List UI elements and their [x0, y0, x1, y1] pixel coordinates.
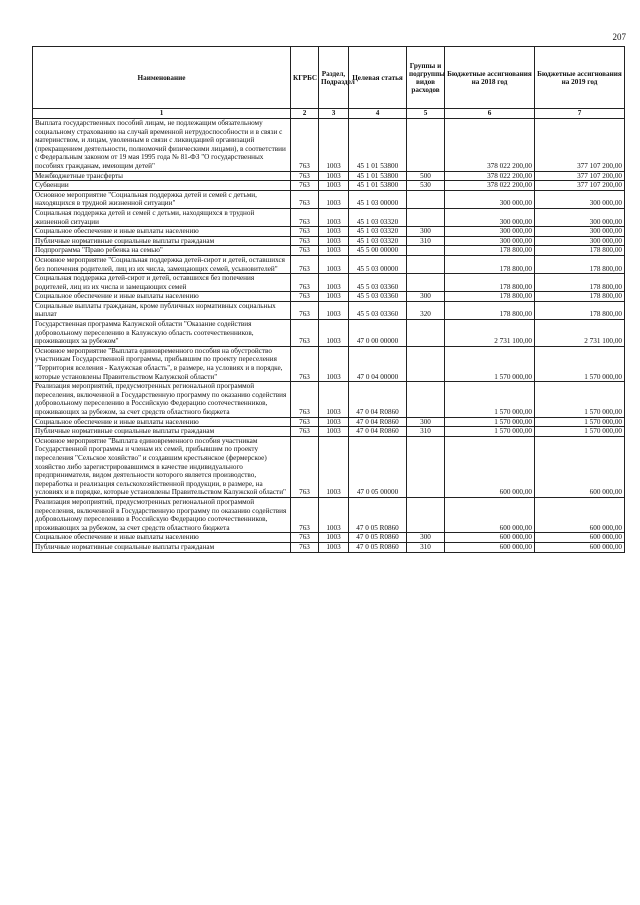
row-ktrbs: 763	[291, 171, 319, 181]
row-section: 1003	[319, 542, 349, 552]
row-target: 45 1 03 03320	[349, 208, 407, 226]
row-name: Социальная поддержка детей и семей с детьми, находящихся в трудной жизненной ситуации	[33, 208, 291, 226]
row-amount-2019: 2 731 100,00	[535, 320, 625, 347]
row-ktrbs: 763	[291, 292, 319, 302]
row-ktrbs: 763	[291, 542, 319, 552]
row-section: 1003	[319, 171, 349, 181]
row-section: 1003	[319, 427, 349, 437]
row-name: Социальное обеспечение и иные выплаты населению	[33, 533, 291, 543]
row-target: 47 0 00 00000	[349, 320, 407, 347]
header-target: Целевая статья	[349, 47, 407, 109]
row-group	[407, 436, 445, 497]
row-name: Реализация мероприятий, предусмотренных региональной программой переселения, включенной в Государственную программу по оказанию содействия добровольному переселению в Российскую Федерацию соотечественников, проживающих за рубежом, за счет средств областного бюджета	[33, 382, 291, 417]
row-amount-2018: 600 000,00	[445, 533, 535, 543]
row-amount-2019: 300 000,00	[535, 236, 625, 246]
row-section: 1003	[319, 255, 349, 273]
row-target: 45 1 01 53800	[349, 119, 407, 172]
row-amount-2019: 178 800,00	[535, 246, 625, 256]
row-ktrbs: 763	[291, 227, 319, 237]
row-ktrbs: 763	[291, 346, 319, 381]
row-section: 1003	[319, 417, 349, 427]
row-group	[407, 119, 445, 172]
table-row	[33, 417, 625, 427]
table-row	[33, 346, 625, 381]
row-amount-2018: 178 800,00	[445, 274, 535, 292]
row-section: 1003	[319, 497, 349, 532]
row-section: 1003	[319, 227, 349, 237]
row-section: 1003	[319, 436, 349, 497]
row-name: Социальные выплаты гражданам, кроме публичных нормативных социальных выплат	[33, 301, 291, 319]
column-number-row	[33, 109, 625, 119]
row-ktrbs: 763	[291, 382, 319, 417]
row-group: 320	[407, 301, 445, 319]
row-name: Социальное обеспечение и иные выплаты населению	[33, 417, 291, 427]
row-target: 45 1 03 03320	[349, 236, 407, 246]
row-name: Основное мероприятие "Выплата единовременного пособия участникам Государственной программы и членам их семей, прибывшим по проекту переселения "Сельское хозяйство" и создавшим крестьянское (фермерское) хозяйство либо зарегистрировавшимся в качестве индивидуального предпринимателя, видом деятельности которого является производство, переработка и реализация сельскохозяйственной продукции, в размере, на условиях и в порядке, которые установлены Правительством Калужской области"	[33, 436, 291, 497]
row-section: 1003	[319, 533, 349, 543]
row-amount-2019: 178 800,00	[535, 301, 625, 319]
table-row	[33, 382, 625, 417]
row-target: 47 0 05 00000	[349, 436, 407, 497]
row-amount-2018: 1 570 000,00	[445, 417, 535, 427]
row-name: Основное мероприятие "Социальная поддержка детей-сирот и детей, оставшихся без попечения родителей, лиц из их числа, замещающих семей, усыновителей"	[33, 255, 291, 273]
row-amount-2019: 178 800,00	[535, 292, 625, 302]
row-section: 1003	[319, 208, 349, 226]
row-name: Социальное обеспечение и иные выплаты населению	[33, 292, 291, 302]
row-name: Межбюджетные трансферты	[33, 171, 291, 181]
table-row	[33, 427, 625, 437]
row-group	[407, 208, 445, 226]
row-amount-2018: 600 000,00	[445, 436, 535, 497]
row-ktrbs: 763	[291, 246, 319, 256]
page-number: 207	[612, 32, 626, 42]
row-amount-2018: 1 570 000,00	[445, 427, 535, 437]
row-section: 1003	[319, 190, 349, 208]
table-row	[33, 255, 625, 273]
row-group: 530	[407, 181, 445, 191]
table-row	[33, 119, 625, 172]
table-row	[33, 292, 625, 302]
col-number: 1	[33, 109, 291, 119]
header-ktrbs: КГРБС	[291, 47, 319, 109]
row-amount-2019: 178 800,00	[535, 255, 625, 273]
table-row	[33, 227, 625, 237]
row-group	[407, 255, 445, 273]
row-group: 300	[407, 292, 445, 302]
table-row	[33, 208, 625, 226]
row-group	[407, 497, 445, 532]
row-amount-2018: 178 800,00	[445, 292, 535, 302]
row-group	[407, 246, 445, 256]
row-ktrbs: 763	[291, 236, 319, 246]
row-ktrbs: 763	[291, 417, 319, 427]
row-section: 1003	[319, 382, 349, 417]
row-amount-2019: 600 000,00	[535, 542, 625, 552]
row-name: Публичные нормативные социальные выплаты гражданам	[33, 542, 291, 552]
row-section: 1003	[319, 181, 349, 191]
row-group: 300	[407, 227, 445, 237]
row-ktrbs: 763	[291, 320, 319, 347]
row-section: 1003	[319, 320, 349, 347]
row-group: 300	[407, 533, 445, 543]
row-ktrbs: 763	[291, 255, 319, 273]
col-number: 2	[291, 109, 319, 119]
row-amount-2018: 300 000,00	[445, 190, 535, 208]
row-section: 1003	[319, 292, 349, 302]
row-name: Публичные нормативные социальные выплаты гражданам	[33, 236, 291, 246]
row-group	[407, 190, 445, 208]
row-amount-2018: 2 731 100,00	[445, 320, 535, 347]
row-amount-2019: 300 000,00	[535, 190, 625, 208]
row-group	[407, 320, 445, 347]
row-ktrbs: 763	[291, 119, 319, 172]
row-target: 47 0 04 R0860	[349, 417, 407, 427]
table-row	[33, 301, 625, 319]
table-row	[33, 171, 625, 181]
row-name: Выплата государственных пособий лицам, не подлежащим обязательному социальному страхованию на случай временной нетрудоспособности и в связи с материнством, и лицам, уволенным в связи с ликвидацией организаций (прекращением деятельности, полномочий физическими лицами), в соответствии с Федеральным законом от 19 мая 1995 года № 81-ФЗ "О государственных пособиях гражданам, имеющим детей"	[33, 119, 291, 172]
row-section: 1003	[319, 301, 349, 319]
budget-table	[32, 46, 625, 553]
row-amount-2018: 1 570 000,00	[445, 382, 535, 417]
row-group: 300	[407, 417, 445, 427]
row-section: 1003	[319, 246, 349, 256]
row-name: Основное мероприятие "Социальная поддержка детей и семей с детьми, находящихся в трудной жизненной ситуации"	[33, 190, 291, 208]
row-amount-2018: 178 800,00	[445, 255, 535, 273]
row-amount-2019: 600 000,00	[535, 436, 625, 497]
row-name: Государственная программа Калужской области "Оказание содействия добровольному переселению в Калужскую область соотечественников, проживающих за рубежом"	[33, 320, 291, 347]
row-ktrbs: 763	[291, 181, 319, 191]
row-group: 500	[407, 171, 445, 181]
row-amount-2018: 1 570 000,00	[445, 346, 535, 381]
row-section: 1003	[319, 236, 349, 246]
row-ktrbs: 763	[291, 436, 319, 497]
row-ktrbs: 763	[291, 190, 319, 208]
header-group: Группы и подгруппы видов расходов	[407, 47, 445, 109]
row-amount-2019: 600 000,00	[535, 533, 625, 543]
row-target: 47 0 04 00000	[349, 346, 407, 381]
table-row	[33, 320, 625, 347]
row-amount-2018: 378 022 200,00	[445, 119, 535, 172]
row-group	[407, 382, 445, 417]
row-target: 45 5 00 00000	[349, 246, 407, 256]
row-ktrbs: 763	[291, 497, 319, 532]
row-target: 45 1 01 53800	[349, 171, 407, 181]
table-row	[33, 181, 625, 191]
row-amount-2019: 377 107 200,00	[535, 171, 625, 181]
row-amount-2019: 300 000,00	[535, 227, 625, 237]
header-section: Раздел, Подраздел	[319, 47, 349, 109]
row-section: 1003	[319, 119, 349, 172]
row-target: 47 0 05 R0860	[349, 533, 407, 543]
row-amount-2019: 377 107 200,00	[535, 119, 625, 172]
header-2018: Бюджетные ассигнования на 2018 год	[445, 47, 535, 109]
row-amount-2018: 300 000,00	[445, 208, 535, 226]
table-row	[33, 236, 625, 246]
table-body	[33, 119, 625, 553]
row-name: Подпрограмма "Право ребенка на семью"	[33, 246, 291, 256]
row-ktrbs: 763	[291, 427, 319, 437]
row-amount-2019: 600 000,00	[535, 497, 625, 532]
row-amount-2019: 1 570 000,00	[535, 417, 625, 427]
header-2019: Бюджетные ассигнования на 2019 год	[535, 47, 625, 109]
row-name: Социальная поддержка детей-сирот и детей, оставшихся без попечения родителей, лиц из их числа и замещающих семей	[33, 274, 291, 292]
row-amount-2019: 1 570 000,00	[535, 346, 625, 381]
row-amount-2018: 378 022 200,00	[445, 171, 535, 181]
col-number: 6	[445, 109, 535, 119]
row-target: 45 5 03 03360	[349, 292, 407, 302]
row-amount-2018: 300 000,00	[445, 227, 535, 237]
row-amount-2019: 1 570 000,00	[535, 382, 625, 417]
table-row	[33, 497, 625, 532]
row-target: 47 0 05 R0860	[349, 542, 407, 552]
row-amount-2018: 600 000,00	[445, 542, 535, 552]
row-amount-2019: 178 800,00	[535, 274, 625, 292]
row-target: 45 1 03 00000	[349, 190, 407, 208]
table-row	[33, 542, 625, 552]
header-name: Наименование	[33, 47, 291, 109]
row-amount-2019: 1 570 000,00	[535, 427, 625, 437]
row-ktrbs: 763	[291, 208, 319, 226]
row-target: 45 1 01 53800	[349, 181, 407, 191]
row-name: Реализация мероприятий, предусмотренных региональной программой переселения, включенной в Государственную программу по оказанию содействия добровольному переселению в Российскую Федерацию соотечественников, проживающих за рубежом, за счет средств областного бюджета	[33, 497, 291, 532]
row-amount-2019: 377 107 200,00	[535, 181, 625, 191]
row-section: 1003	[319, 346, 349, 381]
row-group	[407, 274, 445, 292]
row-ktrbs: 763	[291, 533, 319, 543]
row-target: 47 0 04 R0860	[349, 382, 407, 417]
table-row	[33, 274, 625, 292]
row-name: Субвенции	[33, 181, 291, 191]
row-amount-2018: 178 800,00	[445, 301, 535, 319]
row-group	[407, 346, 445, 381]
row-amount-2018: 378 022 200,00	[445, 181, 535, 191]
row-target: 45 1 03 03320	[349, 227, 407, 237]
col-number: 4	[349, 109, 407, 119]
row-amount-2018: 178 800,00	[445, 246, 535, 256]
table-row	[33, 190, 625, 208]
header-row	[33, 47, 625, 109]
row-amount-2018: 300 000,00	[445, 236, 535, 246]
row-name: Публичные нормативные социальные выплаты гражданам	[33, 427, 291, 437]
row-target: 45 5 03 03360	[349, 274, 407, 292]
table-row	[33, 246, 625, 256]
row-target: 47 0 05 R0860	[349, 497, 407, 532]
row-amount-2018: 600 000,00	[445, 497, 535, 532]
col-number: 7	[535, 109, 625, 119]
row-target: 47 0 04 R0860	[349, 427, 407, 437]
row-ktrbs: 763	[291, 301, 319, 319]
row-group: 310	[407, 542, 445, 552]
row-ktrbs: 763	[291, 274, 319, 292]
row-name: Основное мероприятие "Выплата единовременного пособия на обустройство участникам Государственной программы, прибывшим по проекту переселения "Территория вселения - Калужская область", в размере, на условиях и в порядке, которые установлены Правительством Калужской области"	[33, 346, 291, 381]
col-number: 3	[319, 109, 349, 119]
table-row	[33, 533, 625, 543]
row-group: 310	[407, 427, 445, 437]
row-section: 1003	[319, 274, 349, 292]
row-amount-2019: 300 000,00	[535, 208, 625, 226]
row-group: 310	[407, 236, 445, 246]
table-row	[33, 436, 625, 497]
col-number: 5	[407, 109, 445, 119]
row-target: 45 5 03 03360	[349, 301, 407, 319]
row-target: 45 5 03 00000	[349, 255, 407, 273]
row-name: Социальное обеспечение и иные выплаты населению	[33, 227, 291, 237]
